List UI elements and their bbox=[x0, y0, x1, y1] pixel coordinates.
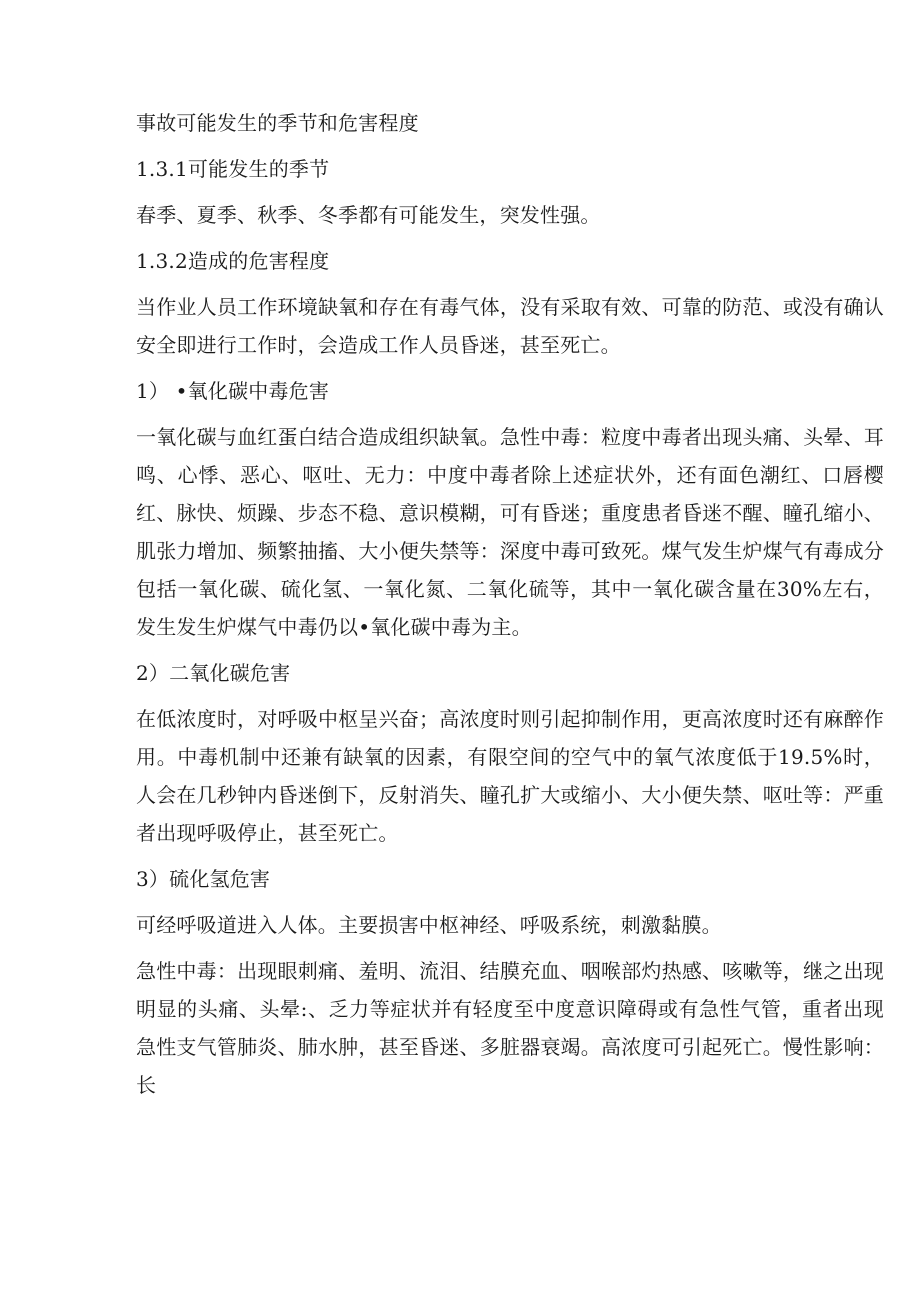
paragraph-hazard-overview: 当作业人员工作环境缺氧和存在有毒气体，没有采取有效、可靠的防范、或没有确认安全即进行工作时，会造成工作人员昏迷，甚至死亡。 bbox=[136, 295, 884, 357]
heading-carbon-monoxide: 1） •氧化碳中毒危害 bbox=[136, 379, 330, 403]
paragraph-hydrogen-sulfide-route: 可经呼吸道进入人体。主要损害中枢神经、呼吸系统，刺激黏膜。 bbox=[136, 913, 722, 937]
document-body bbox=[136, 104, 884, 1112]
heading-carbon-dioxide: 2）二氧化碳危害 bbox=[136, 661, 291, 685]
paragraph-seasons: 春季、夏季、秋季、冬季都有可能发生，突发性强。 bbox=[136, 203, 601, 227]
paragraph-carbon-dioxide: 在低浓度时，对呼吸中枢呈兴奋；高浓度时则引起抑制作用，更高浓度时还有麻醉作用。中毒机制中还兼有缺氧的因素，有限空间的空气中的氧气浓度低于19.5%时，人会在几秒钟内昏迷倒下，反射消失、瞳孔扩大或缩小、大小便失禁、呕吐等：严重者出现呼吸停止，甚至死亡。 bbox=[136, 707, 884, 845]
subsection-heading-1-3-1: 1.3.1可能发生的季节 bbox=[136, 157, 330, 181]
heading-hydrogen-sulfide: 3）硫化氢危害 bbox=[136, 867, 271, 891]
subsection-heading-1-3-2: 1.3.2造成的危害程度 bbox=[136, 249, 330, 273]
section-title: 事故可能发生的季节和危害程度 bbox=[136, 111, 419, 135]
paragraph-hydrogen-sulfide-acute: 急性中毒：出现眼刺痛、羞明、流泪、结膜充血、咽喉部灼热感、咳嗽等，继之出现明显的头痛、头晕:、乏力等症状并有轻度至中度意识障碍或有急性气管，重者出现急性支气管肺炎、肺水肿，甚至昏迷、多脏器衰竭。高浓度可引起死亡。慢性影响：长 bbox=[136, 959, 884, 1097]
paragraph-carbon-monoxide: 一氧化碳与血红蛋白结合造成组织缺氧。急性中毒：粒度中毒者出现头痛、头晕、耳鸣、心悸、恶心、呕吐、无力：中度中毒者除上述症状外，还有面色潮红、口唇樱红、脉快、烦躁、步态不稳、意识模糊，可有昏迷；重度患者昏迷不醒、瞳孔缩小、肌张力增加、频繁抽搐、大小便失禁等：深度中毒可致死。煤气发生炉煤气有毒成分包括一氧化碳、硫化氢、一氧化氮、二氧化硫等，其中一氧化碳含量在30%左右，发生发生炉煤气中毒仍以•氧化碳中毒为主。 bbox=[136, 425, 884, 639]
